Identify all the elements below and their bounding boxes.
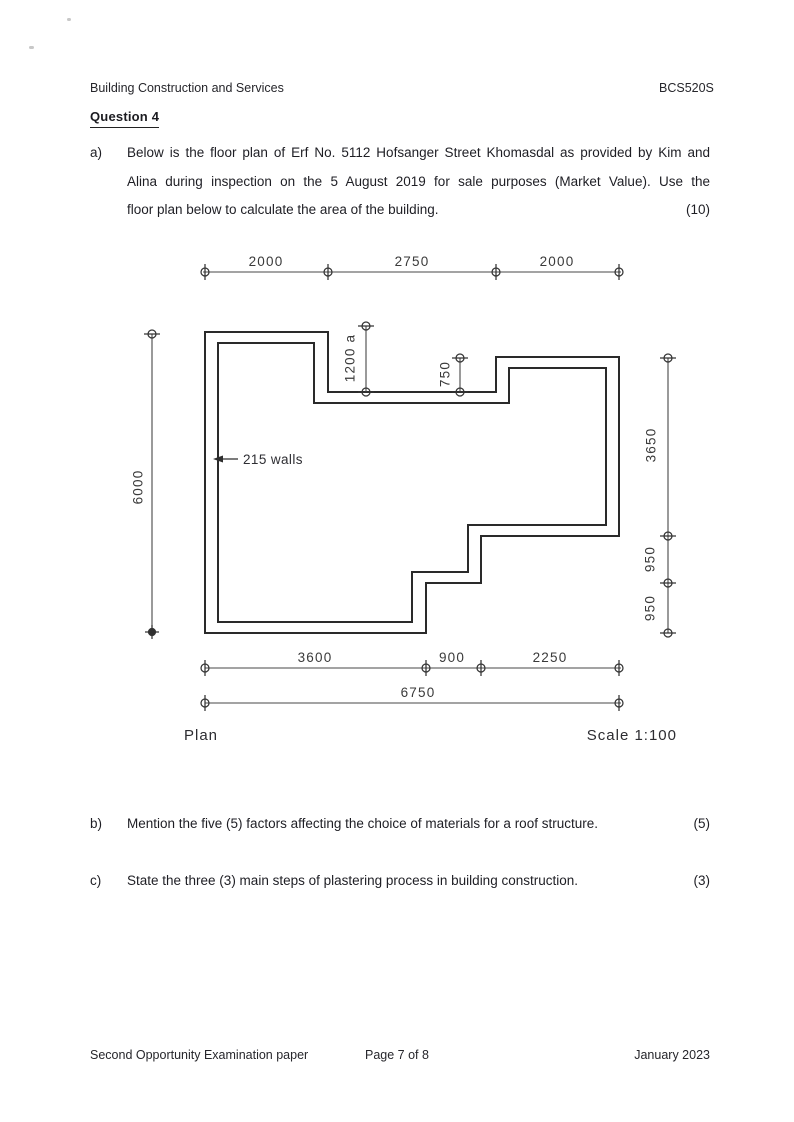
- dimension-step: [438, 354, 468, 396]
- item-label: b): [90, 816, 103, 831]
- dimension-recess: [343, 322, 374, 396]
- dim-label-top-2: 2750: [394, 254, 430, 269]
- wall-thickness-note: [213, 452, 303, 467]
- item-text-block: [127, 814, 710, 834]
- item-marks: (10): [685, 202, 710, 217]
- item-text-block: [127, 139, 710, 225]
- dimension-bottom: [201, 650, 623, 676]
- dim-label-left: 6000: [130, 469, 146, 505]
- scan-speck: [29, 46, 34, 49]
- question-item-a: [90, 139, 710, 225]
- item-label: a): [90, 145, 103, 160]
- item-text-block: [127, 871, 710, 891]
- dim-label-right-3: 950: [642, 594, 658, 622]
- footer-paper-title: Second Opportunity Examination paper: [90, 1048, 309, 1062]
- dimension-left: [131, 330, 160, 639]
- dim-label-right-1: 3650: [643, 427, 659, 463]
- dimension-top: [201, 254, 623, 280]
- dim-label-right-2: 950: [642, 545, 658, 573]
- wall-note-label: 215 walls: [243, 452, 303, 467]
- dim-label-top-3: 2000: [539, 254, 575, 269]
- item-marks: (5): [693, 816, 710, 831]
- footer-page-number: Page 7 of 8: [365, 1048, 429, 1062]
- footer-date: January 2023: [634, 1048, 710, 1062]
- dimension-right: [643, 354, 676, 637]
- item-marks: (3): [693, 873, 710, 888]
- header-course-code: BCS520S: [659, 81, 714, 95]
- dim-label-bottom-2: 900: [438, 650, 466, 665]
- question-title: Question 4: [90, 109, 159, 128]
- dim-label-step: 750: [437, 360, 453, 388]
- dimension-bottom-total: [201, 685, 623, 711]
- page-footer: [0, 1048, 794, 1066]
- item-label: c): [90, 873, 102, 888]
- dim-label-top-1: 2000: [248, 254, 284, 269]
- plan-walls: [205, 332, 619, 633]
- item-text-line: [127, 196, 710, 225]
- item-text: floor plan below to calculate the area of the building.: [127, 202, 439, 217]
- question-item-c: [90, 871, 710, 891]
- header-course-title: Building Construction and Services: [90, 81, 284, 95]
- dim-marker: [145, 625, 159, 639]
- scale-label: Scale 1:100: [586, 727, 677, 744]
- floor-plan-figure: [0, 235, 794, 755]
- scan-speck: [67, 18, 71, 21]
- question-item-b: [90, 814, 710, 834]
- item-text: State the three (3) main steps of plastering process in building construction.: [127, 873, 578, 888]
- item-text: Mention the five (5) factors affecting the choice of materials for a roof structure.: [127, 816, 598, 831]
- dim-label-recess: 1200 a: [342, 333, 358, 383]
- inner-wall-outline: [218, 343, 606, 622]
- dim-label-bottom-3: 2250: [532, 650, 568, 665]
- plan-caption: Plan: [184, 727, 219, 744]
- item-text-line: Alina during inspection on the 5 August 2019 for sale purposes (Market Value). Use the: [127, 173, 710, 189]
- dim-label-bottom-1: 3600: [297, 650, 333, 665]
- item-text-line: Below is the floor plan of Erf No. 5112 Hofsanger Street Khomasdal as provided by Kim and: [127, 145, 710, 160]
- dim-label-bottom-total: 6750: [400, 685, 436, 700]
